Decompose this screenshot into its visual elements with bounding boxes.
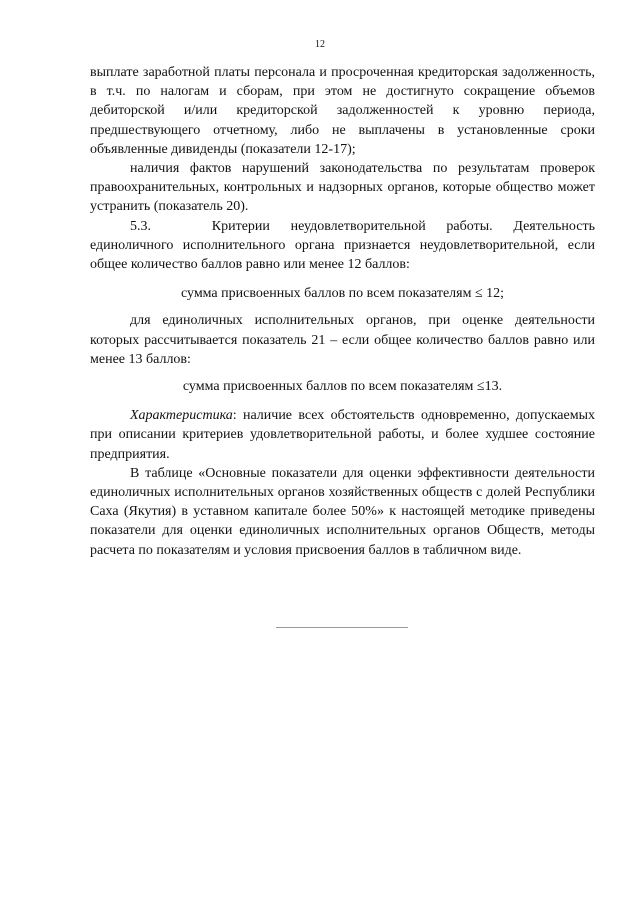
formula-score-12: сумма присвоенных баллов по всем показателям ≤ 12; bbox=[180, 286, 505, 302]
formula-score-13: сумма присвоенных баллов по всем показателям ≤13. bbox=[182, 379, 503, 395]
document-body bbox=[90, 63, 595, 560]
characteristic-text: : наличие всех обстоятельств одновременно, допускаемых при описании критериев удовлетворительной работы, и более худшее состояние предприятия. bbox=[90, 408, 595, 462]
paragraph-payroll-arrears: выплате заработной платы персонала и просроченная кредиторская задолженность, в т.ч. по налогам и сборам, при этом не достигнуто сокращение объемов дебиторской и/или кредиторской задолженностей к уровню периода, предшествующего отчетному, либо не выплачены в установленные сроки объявленные дивиденды (показатели 12-17); bbox=[90, 65, 595, 157]
paragraph-indicator-21: для единоличных исполнительных органов, при оценке деятельности которых рассчитывается показатель 21 – если общее количество баллов равно или менее 13 баллов: bbox=[90, 313, 595, 367]
section-number: 5.3. bbox=[130, 218, 151, 234]
page-number: 12 bbox=[315, 39, 325, 50]
section-heading: Критерии неудовлетворительной работы. bbox=[211, 218, 493, 234]
characteristic-label: Характеристика bbox=[130, 408, 233, 424]
divider-line bbox=[276, 627, 408, 628]
paragraph-unsatisfactory-criteria bbox=[90, 217, 595, 275]
section-text: Деятельность единоличного исполнительного органа признается неудовлетворительной, если общее количество баллов равно или менее 12 баллов: bbox=[90, 218, 595, 273]
paragraph-violations: наличия фактов нарушений законодательства по результатам проверок правоохранительных, контрольных и надзорных органов, которые общество может устранить (показатель 20). bbox=[90, 161, 595, 215]
paragraph-table-reference: В таблице «Основные показатели для оценки эффективности деятельности единоличных исполнительных органов хозяйственных обществ с долей Республики Саха (Якутия) в уставном капитале более 50%» к настоящей методике приведены показатели для оценки единоличных исполнительных органов Обществ, методы расчета по показателям и условия присвоения баллов в табличном виде. bbox=[90, 465, 595, 558]
paragraph-characteristic bbox=[90, 406, 595, 464]
